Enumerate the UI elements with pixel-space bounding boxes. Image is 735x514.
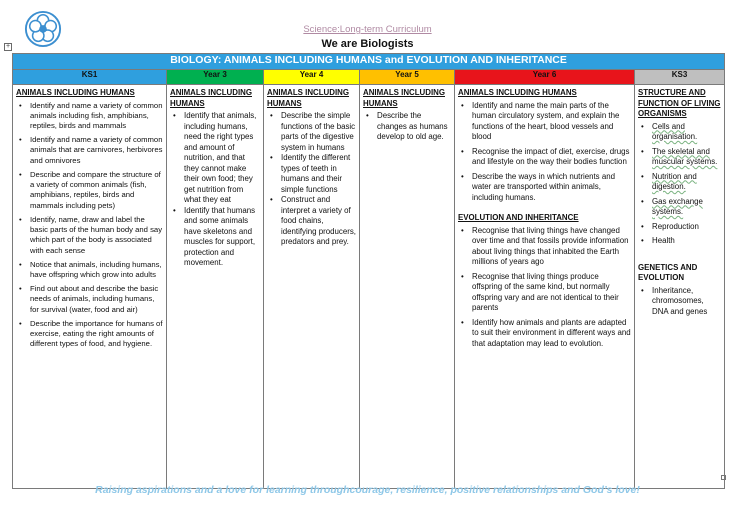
cell-year4 <box>264 85 360 489</box>
list-item: • Describe and compare the structure of a variety of common animals (fish, amphibians, reptiles, birds and mammals including pets) <box>16 170 163 211</box>
column-header-ks3: KS3 <box>635 70 725 85</box>
table-resize-handle[interactable] <box>721 475 726 480</box>
curriculum-subtitle: Science:Long-term Curriculum <box>303 24 432 35</box>
cell-year5 <box>360 85 455 489</box>
cell-heading: STRUCTURE AND FUNCTION OF LIVING ORGANISMS <box>638 88 721 118</box>
list-item: • Nutrition and digestion. <box>638 172 721 193</box>
list-item: • Construct and interpret a variety of food chains, identifying producers, predators and prey. <box>267 195 356 248</box>
cell-heading: ANIMALS INCLUDING HUMANS <box>458 88 577 97</box>
cell-heading: ANIMALS INCLUDING HUMANS <box>16 88 135 97</box>
table-title: BIOLOGY: ANIMALS INCLUDING HUMANS and EVOLUTION AND INHERITANCE <box>13 54 725 70</box>
curriculum-table <box>12 53 725 489</box>
list-item: • Describe the changes as humans develop to old age. <box>363 111 451 143</box>
list-item: • Health <box>638 236 721 247</box>
list-item: • Cells and organisation. <box>638 122 721 143</box>
list-item: • Identify the different types of teeth in humans and their simple functions <box>267 153 356 195</box>
list-item: • Recognise the impact of diet, exercise, drugs and lifestyle on the way their bodies function <box>458 147 631 168</box>
cell-subheading: EVOLUTION AND INHERITANCE <box>458 213 579 222</box>
list-item: • Inheritance, chromosomes, DNA and genes <box>638 286 721 318</box>
list-item: • Recognise that living things produce offspring of the same kind, but normally offspring vary and are not identical to their parents <box>458 272 631 314</box>
column-header-year4: Year 4 <box>264 70 360 85</box>
cell-subheading: GENETICS AND EVOLUTION <box>638 262 698 282</box>
cell-year6 <box>455 85 635 489</box>
list-item: • Reproduction <box>638 222 721 233</box>
column-header-year5: Year 5 <box>360 70 455 85</box>
list-item: • Identify that animals, including humans, need the right types and amount of nutrition, and that they cannot make their own food; they get nutrition from what they eat <box>170 111 260 206</box>
list-item: • Identify and name a variety of common animals that are carnivores, herbivores and omnivores <box>16 135 163 166</box>
column-header-year6: Year 6 <box>455 70 635 85</box>
cell-heading: ANIMALS INCLUDING HUMANS <box>170 88 252 108</box>
cell-year3 <box>167 85 264 489</box>
list-item: • Find out about and describe the basic needs of animals, including humans, for survival (water, food and air) <box>16 284 163 315</box>
list-item: • Describe the simple functions of the basic parts of the digestive system in humans <box>267 111 356 153</box>
school-motto: Raising aspirations and a love for learning throughcourage, resilience, positive relationships and God’s love! <box>95 484 640 496</box>
cell-heading: ANIMALS INCLUDING HUMANS <box>363 88 445 108</box>
cell-ks1 <box>13 85 167 489</box>
list-item: • Recognise that living things have changed over time and that fossils provide information about living things that inhabited the Earth millions of years ago <box>458 226 631 268</box>
list-item: • Identify and name the main parts of the human circulatory system, and explain the functions of the heart, blood vessels and blood <box>458 101 631 143</box>
page-title: We are Biologists <box>321 38 414 50</box>
list-item: • Describe the ways in which nutrients and water are transported within animals, including humans. <box>458 172 631 204</box>
list-item: • Identify, name, draw and label the basic parts of the human body and say which part of the body is associated with each sense <box>16 215 163 256</box>
list-item: • The skeletal and muscular systems. <box>638 147 721 168</box>
list-item: • Identify how animals and plants are adapted to suit their environment in different ways and that adaptation may lead to evolution. <box>458 318 631 350</box>
column-header-year3: Year 3 <box>167 70 264 85</box>
list-item: • Identify and name a variety of common animals including fish, amphibians, reptiles, birds and mammals <box>16 101 163 132</box>
table-anchor-icon[interactable]: + <box>5 43 11 50</box>
column-header-ks1: KS1 <box>13 70 167 85</box>
list-item: • Notice that animals, including humans, have offspring which grow into adults <box>16 260 163 280</box>
cell-ks3 <box>635 85 725 489</box>
list-item: • Gas exchange systems. <box>638 197 721 218</box>
list-item: • Describe the importance for humans of exercise, eating the right amounts of different types of food, and hygiene. <box>16 319 163 350</box>
list-item: • Identify that humans and some animals have skeletons and muscles for support, protection and movement. <box>170 206 260 269</box>
cell-heading: ANIMALS INCLUDING HUMANS <box>267 88 349 108</box>
